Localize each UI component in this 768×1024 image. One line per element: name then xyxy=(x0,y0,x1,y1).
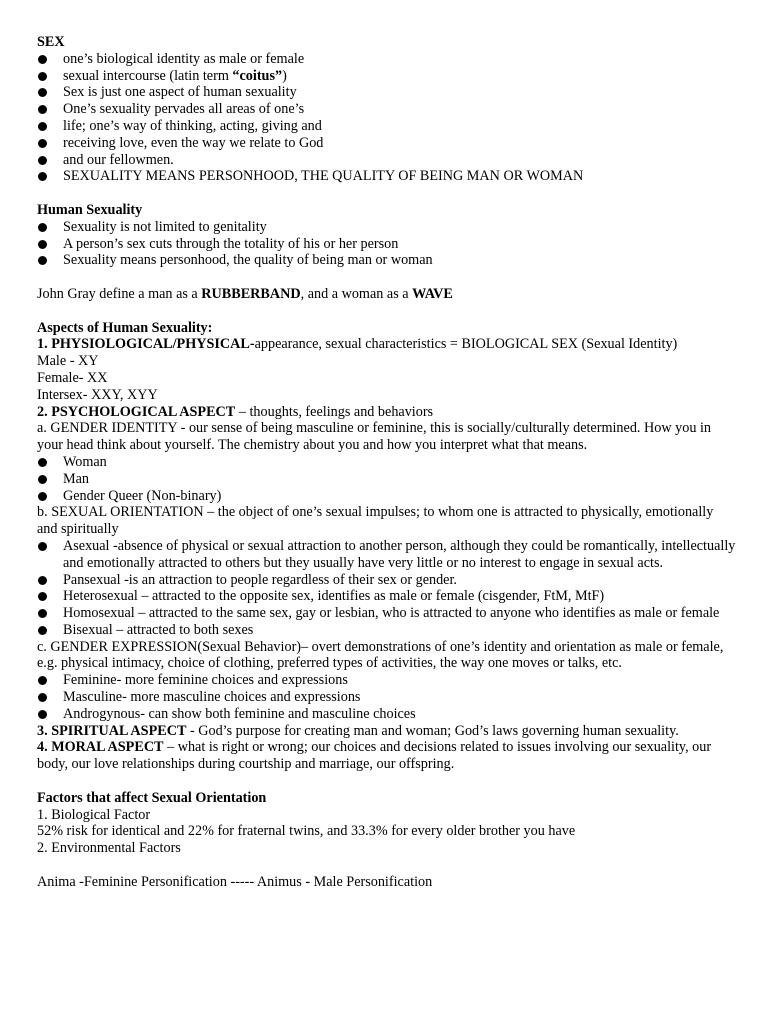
list-item: Sexuality is not limited to genitality xyxy=(37,219,737,236)
aspects-heading: Aspects of Human Sexuality: xyxy=(37,319,213,336)
psychological-text: – thoughts, feelings and behaviors xyxy=(235,403,434,420)
sexual-orientation-list xyxy=(37,538,737,639)
document-page xyxy=(37,34,737,891)
moral-paragraph xyxy=(37,739,737,773)
spiritual-text: - God’s purpose for creating man and woman; God’s laws governing human sexuality. xyxy=(186,722,679,739)
biological-factor: 1. Biological Factor xyxy=(37,806,151,823)
sex-list xyxy=(37,51,737,185)
rubberband-term: RUBBERBAND xyxy=(201,285,301,302)
list-item: SEXUALITY MEANS PERSONHOOD, THE QUALITY OF BEING MAN OR WOMAN xyxy=(37,168,737,185)
list-item: Bisexual – attracted to both sexes xyxy=(37,622,737,639)
moral-head: 4. MORAL ASPECT xyxy=(37,739,164,756)
physiological-paragraph xyxy=(37,336,737,353)
list-item: Pansexual -is an attraction to people regardless of their sex or gender. xyxy=(37,572,737,589)
anima-animus-line: Anima -Feminine Personification ----- Animus - Male Personification xyxy=(37,873,433,890)
factors-heading: Factors that affect Sexual Orientation xyxy=(37,789,267,806)
list-item: Asexual -absence of physical or sexual attraction to another person, although they could be romantically, intellectually and emotionally attracted to others but they usually have very little or no interest to engage in sexual acts. xyxy=(37,538,737,572)
human-sexuality-heading: Human Sexuality xyxy=(37,201,143,218)
list-item: Heterosexual – attracted to the opposite sex, identifies as male or female (cisgender, FtM, MtF) xyxy=(37,588,737,605)
physiological-head: 1. PHYSIOLOGICAL/PHYSICAL- xyxy=(37,336,255,353)
gray-text: , and a woman as a xyxy=(300,285,413,302)
list-item: Man xyxy=(37,471,737,488)
spiritual-paragraph xyxy=(37,723,737,740)
list-item: Sex is just one aspect of human sexuality xyxy=(37,84,737,101)
sex-heading: SEX xyxy=(37,34,65,50)
list-item: receiving love, even the way we relate to God xyxy=(37,135,737,152)
list-item: and our fellowmen. xyxy=(37,152,737,169)
list-item: Feminine- more feminine choices and expressions xyxy=(37,672,737,689)
environmental-factor: 2. Environmental Factors xyxy=(37,840,181,857)
psychological-paragraph xyxy=(37,404,737,421)
gray-text: John Gray define a man as a xyxy=(37,285,202,302)
male-line: Male - XY xyxy=(37,353,99,370)
sexual-orientation-paragraph: b. SEXUAL ORIENTATION – the object of one’s sexual impulses; to whom one is attracted to physically, emotionally and spiritually xyxy=(37,504,714,538)
wave-term: WAVE xyxy=(412,285,453,302)
list-item: Homosexual – attracted to the same sex, gay or lesbian, who is attracted to anyone who identifies as male or female xyxy=(37,605,737,622)
female-line: Female- XX xyxy=(37,369,108,386)
john-gray-line xyxy=(37,286,737,303)
list-item: Gender Queer (Non-binary) xyxy=(37,488,737,505)
coitus-post: ) xyxy=(282,67,287,84)
list-item xyxy=(37,68,737,85)
psychological-head: 2. PSYCHOLOGICAL ASPECT xyxy=(37,403,236,420)
spiritual-head: 3. SPIRITUAL ASPECT xyxy=(37,722,187,739)
gender-identity-list xyxy=(37,454,737,504)
gender-expression-list xyxy=(37,672,737,722)
gender-identity-paragraph: a. GENDER IDENTITY - our sense of being masculine or feminine, this is socially/culturally determined. How you in your head think about yourself. The chemistry about you and how you interpret what that means. xyxy=(37,420,712,454)
biological-factor-text: 52% risk for identical and 22% for fraternal twins, and 33.3% for every older brother you have xyxy=(37,823,576,840)
spacer xyxy=(37,857,737,874)
list-item: Androgynous- can show both feminine and masculine choices xyxy=(37,706,737,723)
coitus-pre: sexual intercourse (latin term xyxy=(63,67,233,84)
list-item: Woman xyxy=(37,454,737,471)
coitus-term: “coitus” xyxy=(232,67,283,84)
moral-text: – what is right or wrong; our choices and decisions related to issues involving our sexuality, our body, our love relationships during courtship and marriage, our offspring. xyxy=(37,739,712,773)
spacer xyxy=(37,269,737,286)
spacer xyxy=(37,773,737,790)
list-item: Masculine- more masculine choices and expressions xyxy=(37,689,737,706)
list-item: Sexuality means personhood, the quality of being man or woman xyxy=(37,252,737,269)
list-item: A person’s sex cuts through the totality of his or her person xyxy=(37,236,737,253)
list-item: one’s biological identity as male or female xyxy=(37,51,737,68)
spacer xyxy=(37,303,737,320)
list-item: life; one’s way of thinking, acting, giving and xyxy=(37,118,737,135)
physiological-text: appearance, sexual characteristics = BIOLOGICAL SEX (Sexual Identity) xyxy=(254,336,678,353)
gender-expression-paragraph: c. GENDER EXPRESSION(Sexual Behavior)– overt demonstrations of one’s identity and orientation as male or female, e.g. physical intimacy, choice of clothing, preferred types of activities, the way one moves or talks, etc. xyxy=(37,638,724,672)
list-item: One’s sexuality pervades all areas of one’s xyxy=(37,101,737,118)
spacer xyxy=(37,185,737,202)
intersex-line: Intersex- XXY, XYY xyxy=(37,386,158,403)
human-sexuality-list xyxy=(37,219,737,269)
